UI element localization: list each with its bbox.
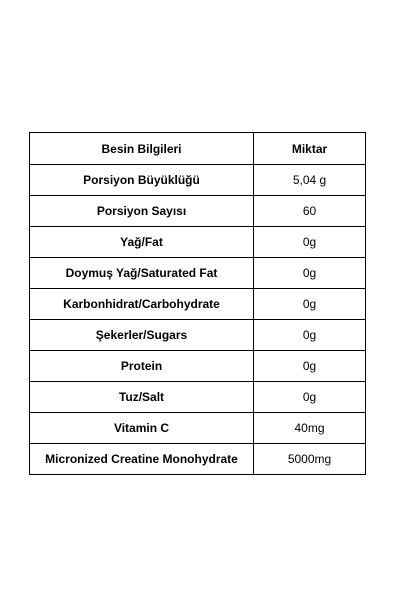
nutrient-name: Vitamin C xyxy=(30,413,254,444)
header-amount-label: Miktar xyxy=(254,133,366,165)
nutrient-amount: 60 xyxy=(254,196,366,227)
table-row xyxy=(30,320,366,351)
nutrient-name: Doymuş Yağ/Saturated Fat xyxy=(30,258,254,289)
table-row xyxy=(30,351,366,382)
nutrition-facts-table xyxy=(29,132,366,475)
nutrient-amount: 5,04 g xyxy=(254,165,366,196)
nutrient-amount: 40mg xyxy=(254,413,366,444)
header-nutrient-label: Besin Bilgileri xyxy=(30,133,254,165)
table-row xyxy=(30,196,366,227)
nutrient-amount: 0g xyxy=(254,258,366,289)
table-row xyxy=(30,289,366,320)
nutrient-amount: 0g xyxy=(254,382,366,413)
nutrient-amount: 0g xyxy=(254,351,366,382)
table-row xyxy=(30,413,366,444)
nutrient-name: Tuz/Salt xyxy=(30,382,254,413)
nutrient-amount: 5000mg xyxy=(254,444,366,475)
table-row xyxy=(30,227,366,258)
nutrient-name: Karbonhidrat/Carbohydrate xyxy=(30,289,254,320)
table-header-row xyxy=(30,133,366,165)
nutrient-amount: 0g xyxy=(254,289,366,320)
nutrient-name: Porsiyon Büyüklüğü xyxy=(30,165,254,196)
table-row xyxy=(30,382,366,413)
nutrient-name: Micronized Creatine Monohydrate xyxy=(30,444,254,475)
table-row xyxy=(30,258,366,289)
nutrient-name: Şekerler/Sugars xyxy=(30,320,254,351)
nutrient-amount: 0g xyxy=(254,227,366,258)
nutrient-name: Protein xyxy=(30,351,254,382)
nutrient-amount: 0g xyxy=(254,320,366,351)
table-row xyxy=(30,165,366,196)
nutrient-name: Yağ/Fat xyxy=(30,227,254,258)
table-row xyxy=(30,444,366,475)
nutrient-name: Porsiyon Sayısı xyxy=(30,196,254,227)
